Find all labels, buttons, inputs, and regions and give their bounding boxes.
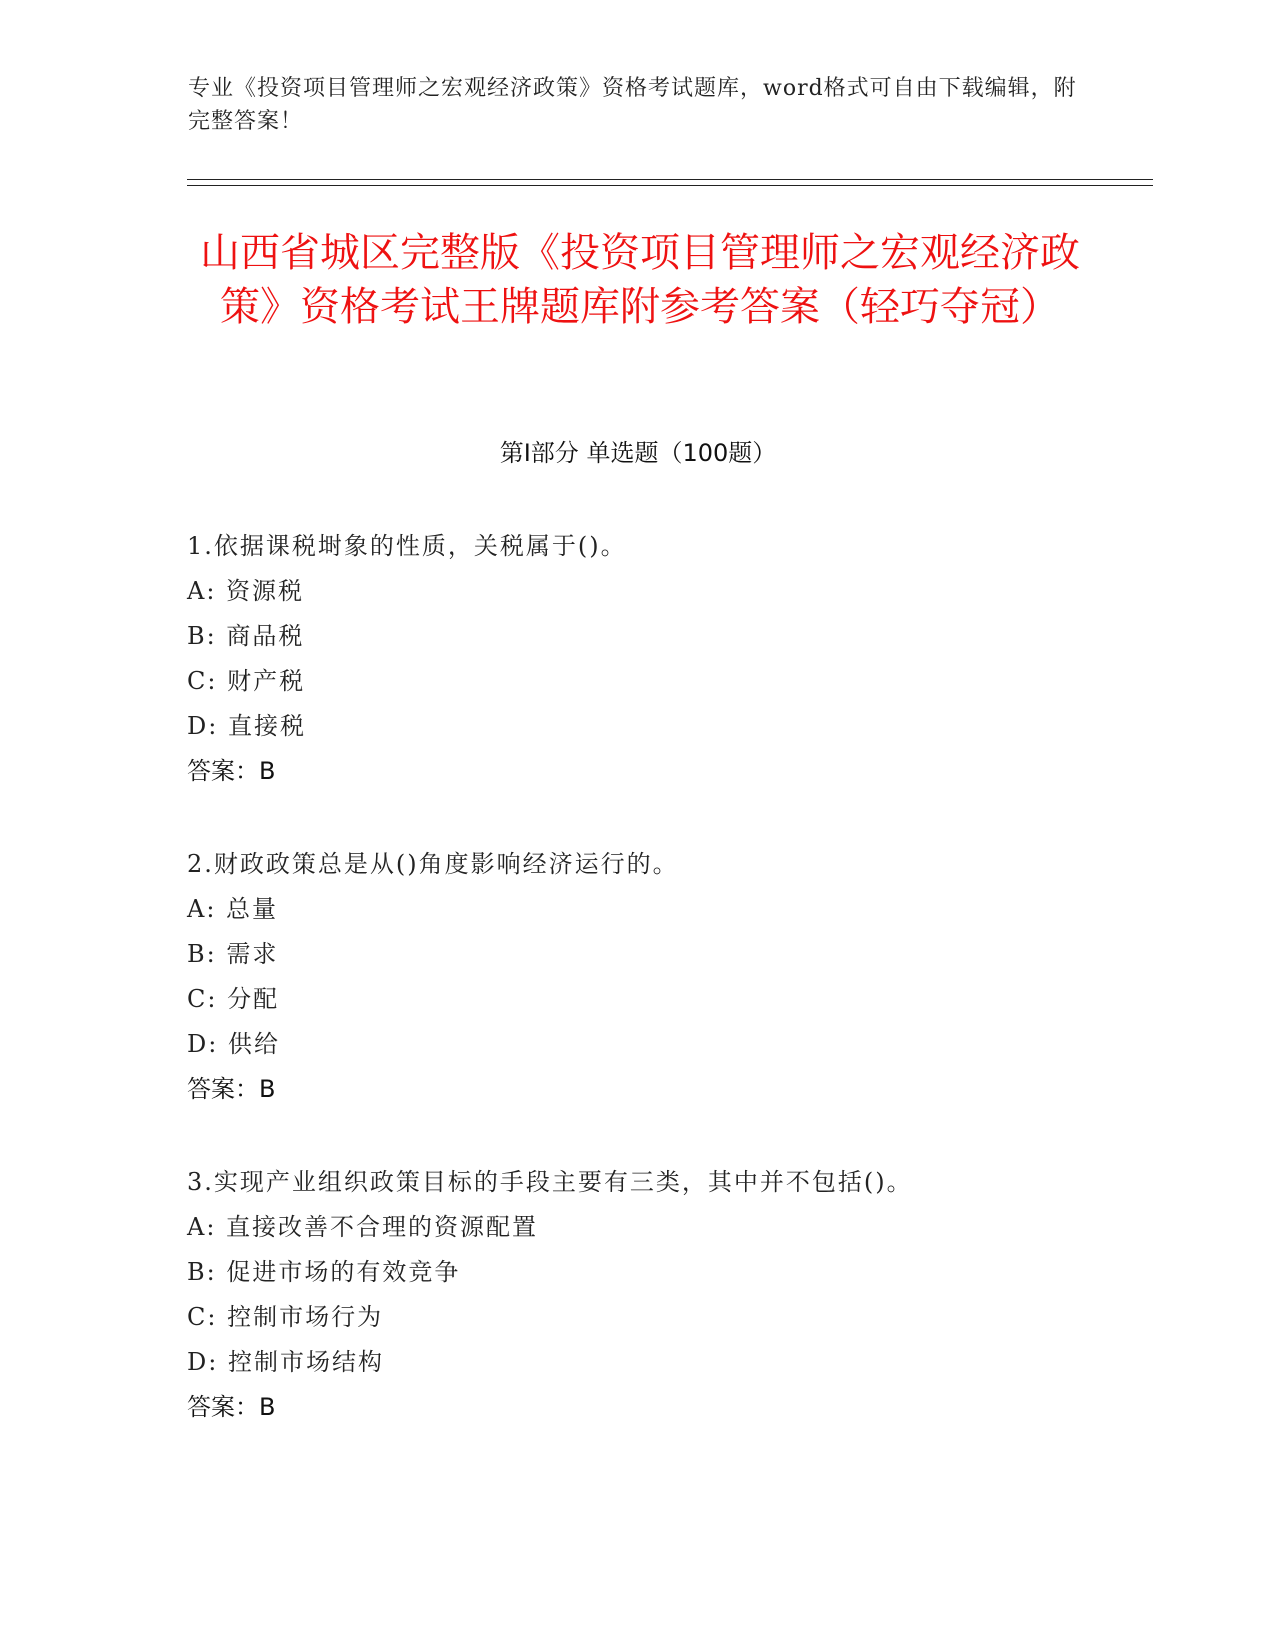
question-stem: 1.依据课税埘象的性质，关税属于()。 <box>187 532 627 560</box>
answer: 答案：B <box>187 1393 276 1421</box>
document-title: 山西省城区完整版《投资项目管理师之宏观经济政策》资格考试王牌题库附参考答案（轻巧夺冠） <box>200 230 1080 330</box>
option-c: C: 分配 <box>187 985 280 1013</box>
question-stem: 2.财政政策总是从()角度影响经济运行的。 <box>187 850 679 878</box>
answer: 答案：B <box>187 1075 276 1103</box>
question-stem: 3.实现产业组织政策目标的手段主要有三类，其中并不包括()。 <box>187 1168 913 1196</box>
option-c: C: 财产税 <box>187 667 306 695</box>
answer: 答案：B <box>187 757 276 785</box>
option-d: D: 直接税 <box>187 712 306 740</box>
option-a: A: 总量 <box>187 895 279 923</box>
header-note: 专业《投资项目管理师之宏观经济政策》资格考试题库，word格式可自由下载编辑，附完整答案！ <box>188 76 1077 134</box>
question-2 <box>187 842 1137 1112</box>
question-1 <box>187 524 1137 794</box>
option-d: D: 供给 <box>187 1030 280 1058</box>
option-b: B: 商品税 <box>187 622 305 650</box>
option-d: D: 控制市场结构 <box>187 1348 384 1376</box>
header-divider-bottom <box>187 185 1153 186</box>
question-3 <box>187 1160 1137 1430</box>
option-b: B: 促进市场的有效竞争 <box>187 1258 461 1286</box>
section-heading: 第I部分 单选题（100题） <box>499 439 777 467</box>
option-a: A: 资源税 <box>187 577 305 605</box>
option-b: B: 需求 <box>187 940 279 968</box>
option-a: A: 直接改善不合理的资源配置 <box>187 1213 539 1241</box>
header-divider-top <box>187 179 1153 180</box>
option-c: C: 控制市场行为 <box>187 1303 384 1331</box>
